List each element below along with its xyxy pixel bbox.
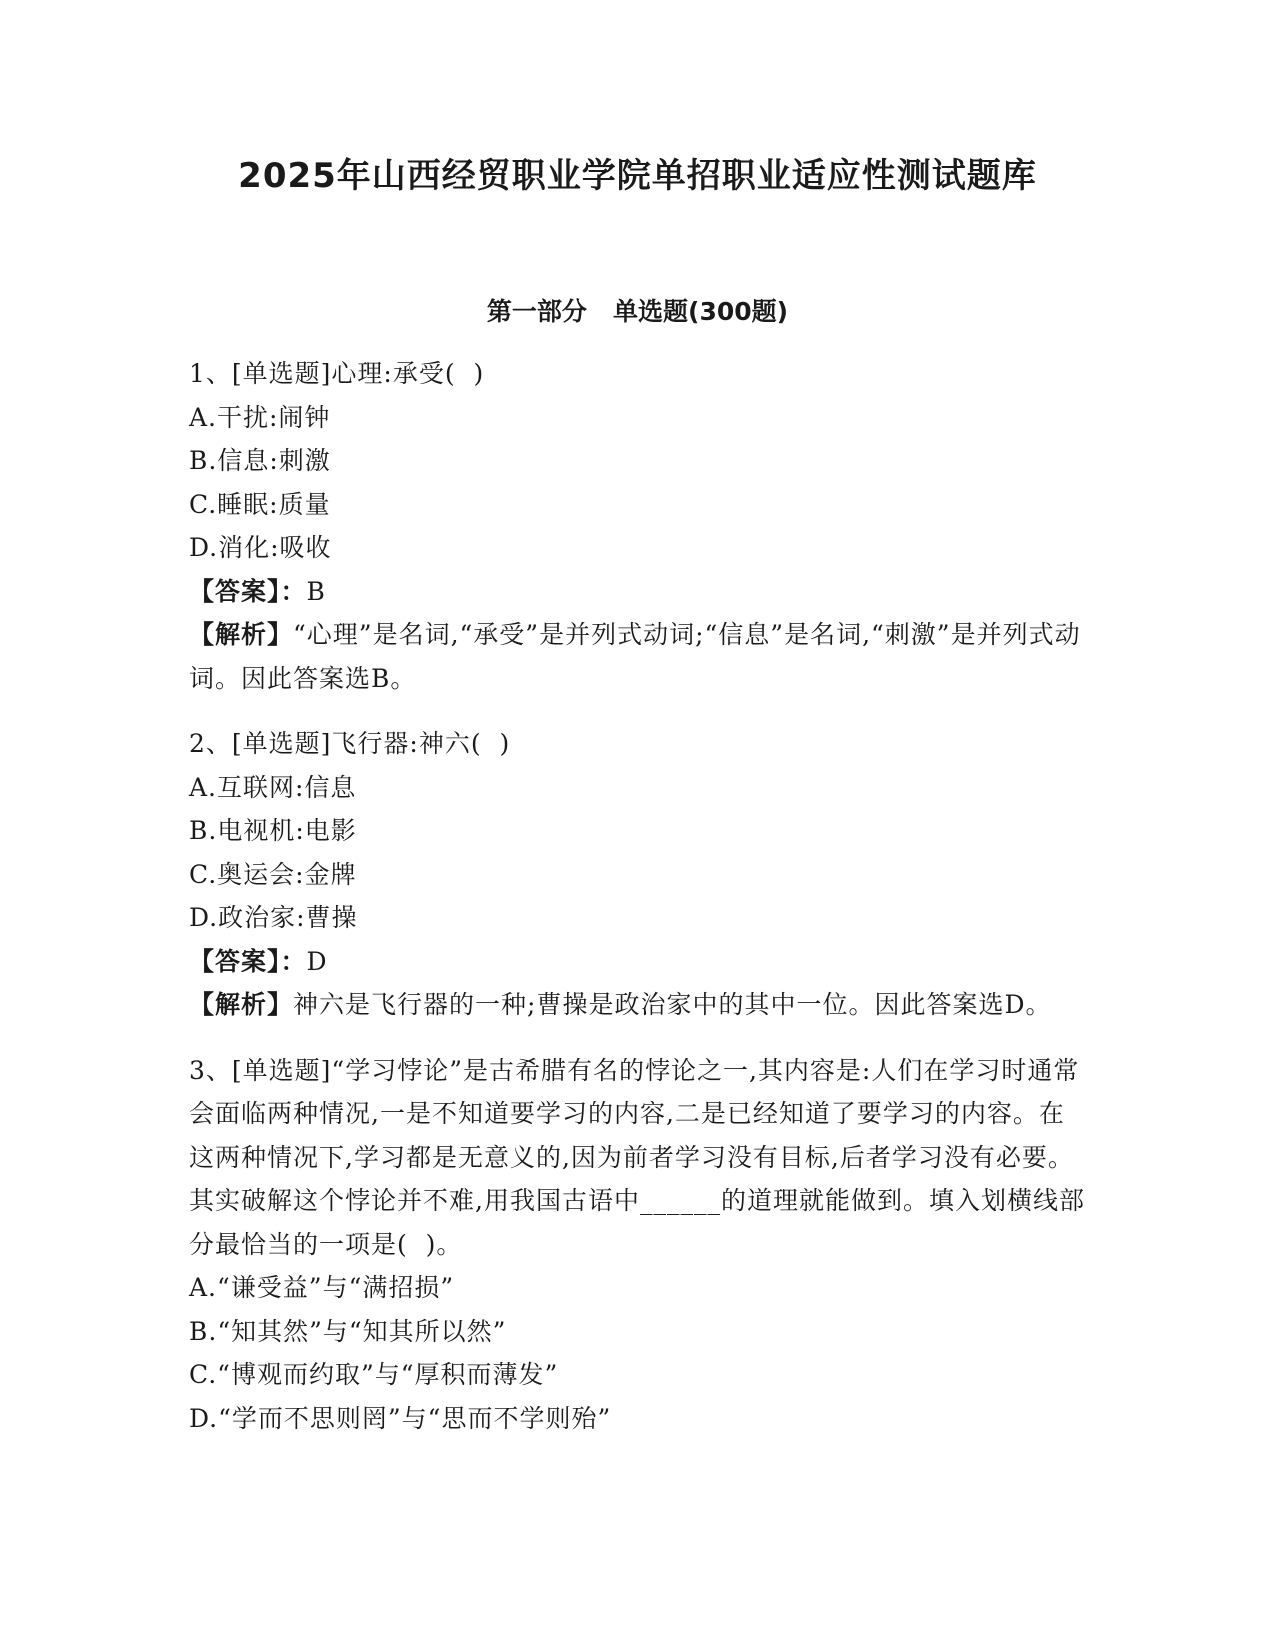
option-c: C.“博观而约取”与“厚积而薄发” bbox=[189, 1360, 559, 1389]
answer-value: D bbox=[306, 946, 328, 976]
document-title: 2025年山西经贸职业学院单招职业适应性测试题库 bbox=[238, 156, 1037, 196]
question-stem: 3、[单选题]“学习悖论”是古希腊有名的悖论之一,其内容是:人们在学习时通常会面临两种情况,一是不知道要学习的内容,二是已经知道了要学习的内容。在这两种情况下,学习都是无意义的,因为前者学习没有目标,后者学习没有必要。其实破解这个悖论并不难,用我国古语中______的道理就能做到。填入划横线部分最恰当的一项是( )。 bbox=[189, 1055, 1085, 1259]
question-stem: 1、[单选题]心理:承受( ) bbox=[189, 359, 485, 388]
question-list bbox=[189, 352, 1089, 1462]
option-d: D.“学而不思则罔”与“思而不学则殆” bbox=[189, 1403, 612, 1433]
option-c: C.奥运会:金牌 bbox=[189, 859, 357, 889]
answer-value: B bbox=[306, 576, 326, 606]
answer-tag: 【答案】 bbox=[189, 946, 281, 976]
analysis-line bbox=[189, 983, 1089, 1027]
option-d: D.消化:吸收 bbox=[189, 533, 332, 562]
option-b: B.电视机:电影 bbox=[189, 816, 357, 845]
answer-separator: ： bbox=[280, 576, 307, 606]
question-stem: 2、[单选题]飞行器:神六( ) bbox=[189, 729, 511, 758]
analysis-text: “心理”是名词,“承受”是并列式动词;“信息”是名词,“刺激”是并列式动词。因此答案选B。 bbox=[189, 620, 1081, 693]
analysis-tag: 【解析】 bbox=[189, 620, 294, 649]
option-a: A.干扰:闹钟 bbox=[189, 402, 331, 432]
answer-tag: 【答案】 bbox=[189, 576, 281, 606]
option-a: A.“谦受益”与“满招损” bbox=[189, 1273, 455, 1302]
question-1 bbox=[189, 352, 1089, 700]
option-b: B.信息:刺激 bbox=[189, 446, 331, 475]
answer-line bbox=[189, 940, 1089, 984]
question-2 bbox=[189, 722, 1089, 1027]
answer-line bbox=[189, 570, 1089, 614]
option-a: A.互联网:信息 bbox=[189, 772, 357, 802]
analysis-line bbox=[189, 613, 1089, 700]
answer-separator: ： bbox=[280, 946, 307, 976]
option-b: B.“知其然”与“知其所以然” bbox=[189, 1316, 507, 1346]
option-c: C.睡眠:质量 bbox=[189, 489, 331, 519]
analysis-tag: 【解析】 bbox=[189, 990, 294, 1019]
option-d: D.政治家:曹操 bbox=[189, 903, 358, 932]
question-3 bbox=[189, 1049, 1089, 1441]
section-title: 第一部分 单选题(300题) bbox=[486, 297, 789, 326]
analysis-text: 神六是飞行器的一种;曹操是政治家中的其中一位。因此答案选D。 bbox=[293, 990, 1052, 1019]
